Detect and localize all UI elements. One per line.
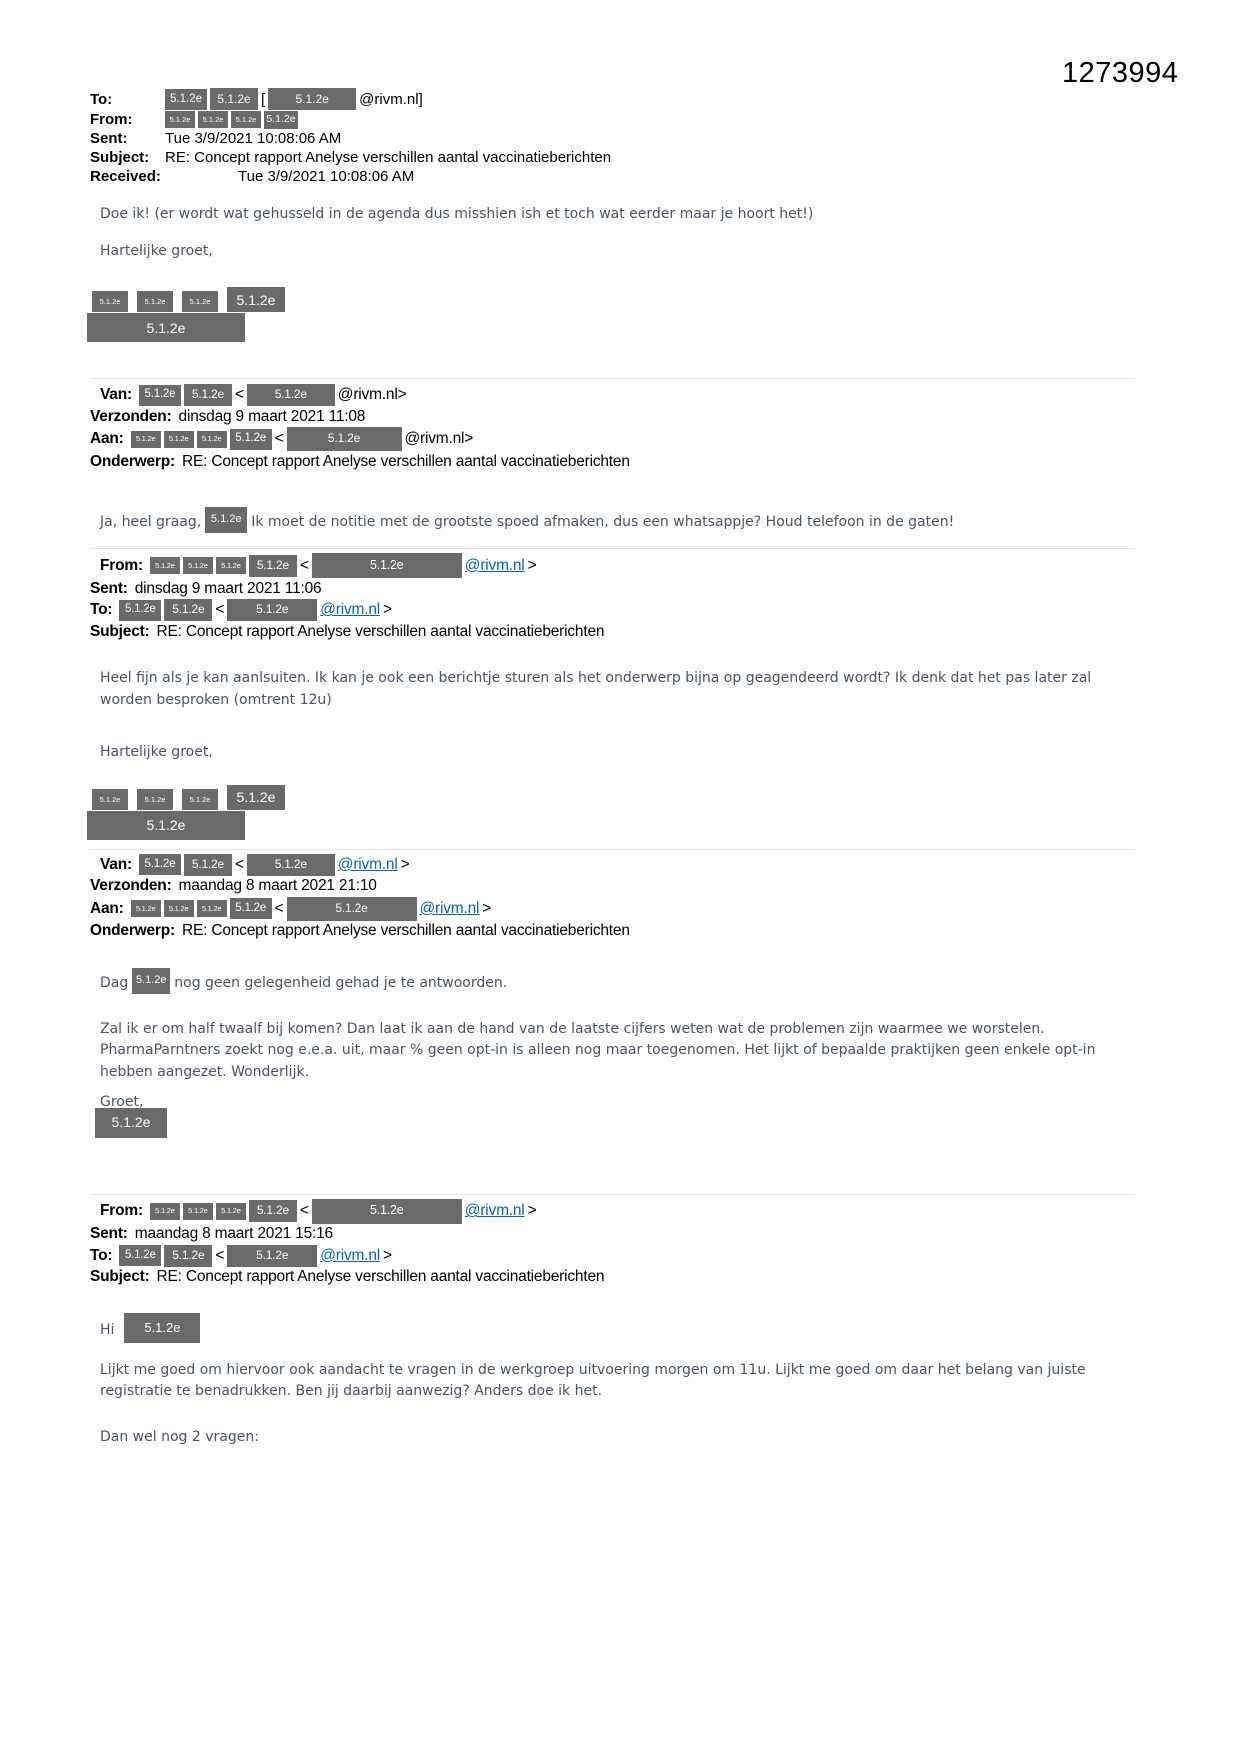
to-email-link[interactable]: @rivm.nl [320, 601, 380, 619]
from-email-link[interactable]: @rivm.nl [464, 556, 525, 574]
van-domain: @rivm.nl> [337, 386, 407, 404]
message5-body: Lijkt me goed om hiervoor ook aandacht te vragen in de werkgroep uitvoering morgen om 11u. Lijkt me goed om daar het belang van juiste registratie te benadrukken. Ben jij daarbij aanwezig? Anders doe ik het. [100, 1361, 1086, 1399]
to-email-link[interactable]: @rivm.nl [320, 1246, 380, 1264]
van-row [90, 384, 1135, 406]
redaction-box: 5.1.2e [131, 900, 161, 917]
redaction-box: 5.1.2e [216, 1203, 246, 1220]
from-label: From: [100, 1202, 143, 1220]
aan-label: Aan: [90, 899, 124, 917]
message4-para2-text: Zal ik er om half twaalf bij komen? Dan laat ik aan de hand van de laatste cijfers weten wat de problemen zijn waarmee we worstelen. [100, 1020, 1045, 1037]
van-row [90, 854, 1135, 876]
aan-row [90, 897, 1135, 921]
redaction-box: 5.1.2e [132, 968, 170, 994]
redaction-box: 5.1.2e [264, 111, 298, 129]
van-email-link[interactable]: @rivm.nl [337, 855, 398, 873]
redaction-box: 5.1.2e [182, 291, 218, 312]
redaction-box: 5.1.2e [95, 1108, 167, 1138]
subject-value: RE: Concept rapport Anelyse verschillen aantal vaccinatieberichten [165, 149, 612, 166]
redaction-box: 5.1.2e [249, 1200, 297, 1222]
message5-para2: Dan wel nog 2 vragen: [100, 1428, 259, 1445]
angle-open: < [215, 601, 225, 619]
redaction-box: 5.1.2e [183, 1203, 213, 1220]
redaction-box: 5.1.2e [184, 384, 232, 406]
received-label: Received: [90, 168, 161, 185]
angle-open: < [299, 1202, 309, 1220]
message2-body-pre: Ja, heel graag, [100, 514, 202, 530]
header-row-to [90, 88, 1135, 110]
message3-body: Heel fijn als je kan aanlsuiten. Ik kan je ook een berichtje sturen als het onderwerp bijna op geagendeerd wordt? Ik denk dat het pas later zal worden besproken (omtrent 12u) [100, 670, 1092, 708]
message2-body-post: Ik moet de notitie met de grootste spoed afmaken, dus een whatsappje? Houd telefoon in de gaten! [251, 514, 955, 530]
redaction-box: 5.1.2e [227, 599, 317, 621]
redaction-box: 5.1.2e [230, 898, 272, 919]
redaction-box: 5.1.2e [312, 1199, 462, 1224]
message1-body: Doe ik! (er wordt wat gehusseld in de agenda dus misshien ish et toch wat eerder maar je hoort het!) [100, 206, 814, 222]
sent-label: Sent: [90, 1225, 128, 1243]
angle-close: > [383, 601, 392, 619]
angle-close: > [527, 1202, 537, 1220]
message4-body-post: nog geen gelegenheid gehad je te antwoorden. [174, 974, 508, 991]
divider [90, 548, 1135, 549]
angle-close: > [482, 899, 492, 917]
message4-closing [90, 1092, 1112, 1138]
onderwerp-value: RE: Concept rapport Anelyse verschillen aantal vaccinatieberichten [181, 452, 630, 470]
header-row-received [90, 167, 1135, 186]
redaction-box: 5.1.2e [137, 291, 173, 312]
header-row-sent [90, 129, 1135, 148]
angle-open: < [274, 430, 284, 448]
message5-greeting [90, 1315, 1112, 1345]
from-label: From: [100, 556, 143, 574]
redaction-box: 5.1.2e [124, 1313, 200, 1343]
redaction-box: 5.1.2e [164, 599, 212, 621]
redaction-box: 5.1.2e [87, 313, 245, 342]
verzonden-label: Verzonden: [90, 407, 172, 425]
subject-row [90, 621, 1135, 642]
subject-value: RE: Concept rapport Anelyse verschillen aantal vaccinatieberichten [156, 1268, 605, 1286]
message4-body [90, 970, 1112, 996]
redaction-box: 5.1.2e [119, 600, 161, 621]
onderwerp-label: Onderwerp: [90, 452, 175, 470]
from-row [90, 553, 1135, 578]
onderwerp-row [90, 451, 1135, 472]
angle-open: < [234, 855, 244, 873]
sent-row [90, 578, 1135, 599]
quoted-header-1 [90, 384, 1135, 472]
message4-para2 [90, 1019, 1112, 1084]
redaction-box: 5.1.2e [197, 431, 227, 448]
sent-value: maandag 8 maart 2021 15:16 [134, 1225, 333, 1243]
header-row-from [90, 110, 1135, 129]
redaction-box: 5.1.2e [227, 785, 285, 810]
aan-email-link[interactable]: @rivm.nl [419, 899, 480, 917]
angle-close: > [527, 556, 537, 574]
sent-label: Sent: [90, 130, 128, 147]
message4-closing-text: Groet, [100, 1094, 144, 1110]
aan-domain: @rivm.nl> [404, 430, 474, 448]
sent-value: Tue 3/9/2021 10:08:06 AM [165, 130, 342, 147]
angle-open: < [234, 386, 244, 404]
message4-para3-text: PharmaParntners zoekt nog e.e.a. uit, maar % geen opt-in is alleen nog maar toegenomen. Het lijkt of bepaalde praktijken geen enkele opt-in hebben aangezet. Wonderlijk. [100, 1042, 1096, 1080]
redaction-box: 5.1.2e [183, 557, 213, 574]
redaction-box: 5.1.2e [227, 287, 285, 312]
to-domain: @rivm.nl] [359, 90, 423, 108]
aan-label: Aan: [90, 430, 124, 448]
document-number: 1273994 [1062, 57, 1179, 89]
redaction-box: 5.1.2e [227, 1245, 317, 1267]
van-label: Van: [100, 855, 132, 873]
divider [90, 1194, 1135, 1195]
message2-body [90, 509, 1112, 535]
bracket: [ [261, 90, 266, 108]
redaction-box: 5.1.2e [119, 1245, 161, 1266]
verzonden-value: dinsdag 9 maart 2021 11:08 [178, 407, 366, 425]
angle-close: > [400, 855, 410, 873]
page-content [90, 88, 1135, 1448]
redaction-box: 5.1.2e [287, 897, 417, 921]
signature-redaction-block [92, 785, 1135, 840]
van-label: Van: [100, 386, 132, 404]
onderwerp-row [90, 921, 1135, 942]
redaction-box: 5.1.2e [268, 88, 356, 110]
aan-row [90, 427, 1135, 451]
divider [90, 378, 1135, 379]
subject-row [90, 1267, 1135, 1288]
subject-label: Subject: [90, 149, 150, 166]
received-value: Tue 3/9/2021 10:08:06 AM [238, 168, 415, 185]
redaction-box: 5.1.2e [231, 111, 261, 128]
verzonden-row [90, 406, 1135, 427]
message5-greeting-text: Hi [100, 1321, 115, 1338]
verzonden-value: maandag 8 maart 2021 21:10 [178, 877, 377, 895]
to-label: To: [90, 601, 113, 619]
angle-close: > [383, 1246, 392, 1264]
redaction-box: 5.1.2e [205, 507, 247, 533]
angle-open: < [274, 899, 284, 917]
to-label: To: [90, 1246, 113, 1264]
redaction-box: 5.1.2e [216, 557, 246, 574]
sent-row [90, 1224, 1135, 1245]
redaction-box: 5.1.2e [198, 111, 228, 128]
redaction-box: 5.1.2e [164, 431, 194, 448]
redaction-box: 5.1.2e [287, 427, 402, 451]
redaction-box: 5.1.2e [92, 291, 128, 312]
redaction-box: 5.1.2e [247, 854, 335, 876]
verzonden-label: Verzonden: [90, 877, 172, 895]
redaction-box: 5.1.2e [92, 789, 128, 810]
redaction-box: 5.1.2e [247, 384, 335, 406]
onderwerp-value: RE: Concept rapport Anelyse verschillen aantal vaccinatieberichten [181, 922, 630, 940]
sent-label: Sent: [90, 579, 128, 597]
from-row [90, 1199, 1135, 1224]
message4-body-pre: Dag [100, 974, 129, 991]
from-label: From: [90, 111, 133, 128]
redaction-box: 5.1.2e [139, 854, 181, 875]
sent-value: dinsdag 9 maart 2021 11:06 [134, 579, 322, 597]
subject-value: RE: Concept rapport Anelyse verschillen aantal vaccinatieberichten [156, 622, 605, 640]
redaction-box: 5.1.2e [164, 900, 194, 917]
from-email-link[interactable]: @rivm.nl [464, 1202, 525, 1220]
redaction-box: 5.1.2e [210, 88, 258, 110]
redaction-box: 5.1.2e [182, 789, 218, 810]
redaction-box: 5.1.2e [150, 557, 180, 574]
message1-closing: Hartelijke groet, [100, 242, 213, 259]
email-header [90, 88, 1135, 186]
quoted-header-2 [90, 553, 1135, 642]
redaction-box: 5.1.2e [184, 854, 232, 876]
divider [90, 849, 1135, 850]
to-label: To: [90, 90, 113, 108]
subject-label: Subject: [90, 1268, 150, 1286]
header-row-subject [90, 148, 1135, 167]
redaction-box: 5.1.2e [164, 1245, 212, 1267]
quoted-header-4 [90, 1199, 1135, 1288]
to-row [90, 1245, 1135, 1267]
redaction-box: 5.1.2e [150, 1203, 180, 1220]
signature-redaction-block [92, 287, 1135, 342]
redaction-box: 5.1.2e [131, 431, 161, 448]
redaction-box: 5.1.2e [165, 111, 195, 128]
message3-closing: Hartelijke groet, [100, 744, 213, 760]
redaction-box: 5.1.2e [230, 429, 272, 450]
redaction-box: 5.1.2e [165, 89, 207, 110]
angle-open: < [215, 1246, 225, 1264]
redaction-box: 5.1.2e [137, 789, 173, 810]
redaction-box: 5.1.2e [312, 553, 462, 578]
redaction-box: 5.1.2e [87, 811, 245, 840]
redaction-box: 5.1.2e [197, 900, 227, 917]
quoted-header-3 [90, 854, 1135, 942]
onderwerp-label: Onderwerp: [90, 922, 175, 940]
angle-open: < [299, 556, 309, 574]
to-row [90, 599, 1135, 621]
redaction-box: 5.1.2e [249, 555, 297, 577]
verzonden-row [90, 876, 1135, 897]
subject-label: Subject: [90, 622, 150, 640]
redaction-box: 5.1.2e [139, 385, 181, 406]
